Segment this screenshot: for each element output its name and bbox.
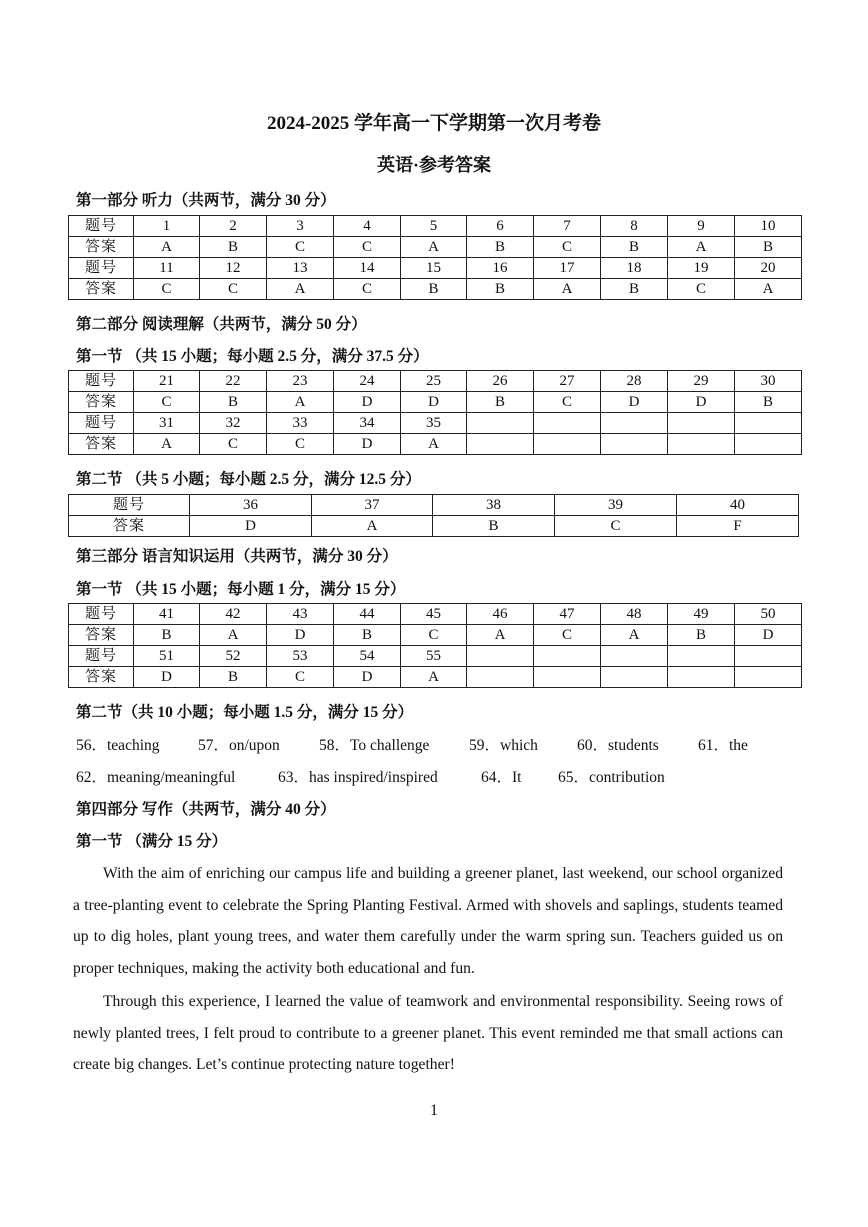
answer-row [69, 392, 802, 413]
answer-cell: B [668, 625, 735, 646]
answer-cell: 55 [401, 646, 467, 667]
answer-cell: B [433, 516, 555, 537]
answer-cell [467, 434, 534, 455]
answer-cell [668, 667, 735, 688]
answer-cell: A [401, 237, 467, 258]
answer-cell: 52 [200, 646, 267, 667]
reading-section1-table [68, 370, 802, 455]
answer-cell: 9 [668, 216, 735, 237]
listening-answer-table [68, 215, 802, 300]
answer-cell: 12 [200, 258, 267, 279]
answer-cell: C [134, 392, 200, 413]
answer-cell: B [334, 625, 401, 646]
answer-cell [534, 667, 601, 688]
answer-cell: 35 [401, 413, 467, 434]
answer-cell [668, 413, 735, 434]
answer-cell: 19 [668, 258, 735, 279]
answer-row [69, 667, 802, 688]
answer-cell: 6 [467, 216, 534, 237]
answer-cell: B [601, 237, 668, 258]
answer-cell: C [334, 237, 401, 258]
answer-row [69, 279, 802, 300]
answer-cell: D [334, 392, 401, 413]
answer-cell: D [134, 667, 200, 688]
answer-cell: 14 [334, 258, 401, 279]
answer-cell: F [677, 516, 799, 537]
part2-section2-heading: 第二节 （共 5 小题；每小题 2.5 分，满分 12.5 分） [76, 471, 421, 488]
answer-cell [735, 667, 802, 688]
answer-cell: B [200, 392, 267, 413]
answer-cell: 8 [601, 216, 668, 237]
answer-cell: 32 [200, 413, 267, 434]
answer-cell: 39 [555, 495, 677, 516]
answer-cell: C [200, 279, 267, 300]
answer-cell: 38 [433, 495, 555, 516]
answer-cell: 13 [267, 258, 334, 279]
answer-cell: 31 [134, 413, 200, 434]
essay-paragraph: Through this experience, I learned the value of teamwork and environmental responsibility. Seeing rows of newly planted trees, I felt proud to contribute to a greener planet. This event reminded me that small actions can create big changes. Let’s continue protecting nature together! [73, 993, 783, 1073]
answer-cell: C [668, 279, 735, 300]
answer-cell [601, 413, 668, 434]
page-subtitle: 英语·参考答案 [376, 155, 491, 175]
answer-cell: B [601, 279, 668, 300]
answer-cell [735, 434, 802, 455]
answer-cell: C [534, 392, 601, 413]
question-number-row [69, 371, 802, 392]
answer-cell: 33 [267, 413, 334, 434]
answer-cell: 17 [534, 258, 601, 279]
answer-cell: B [467, 279, 534, 300]
part3-section1-heading: 第一节 （共 15 小题；每小题 1 分，满分 15 分） [76, 581, 406, 598]
answer-cell: 34 [334, 413, 401, 434]
answer-cell: 7 [534, 216, 601, 237]
answer-cell: 48 [601, 604, 668, 625]
part3-heading: 第三部分 语言知识运用（共两节，满分 30 分） [76, 548, 398, 565]
part3-section2-heading: 第二节（共 10 小题；每小题 1.5 分，满分 15 分） [76, 704, 414, 721]
answer-cell: B [134, 625, 200, 646]
reading-section2-table [68, 494, 799, 537]
answer-cell: 43 [267, 604, 334, 625]
question-number-row [69, 258, 802, 279]
answer-cell: B [467, 392, 534, 413]
blank-answer: 58．To challenge [319, 737, 430, 754]
answer-cell: 10 [735, 216, 802, 237]
blank-answer: 60．students [577, 737, 659, 754]
row-label: 答案 [69, 434, 134, 455]
answer-cell: 40 [677, 495, 799, 516]
answer-cell: A [134, 434, 200, 455]
answer-cell [668, 646, 735, 667]
row-label: 答案 [69, 667, 134, 688]
answer-cell: C [267, 237, 334, 258]
page-title: 2024-2025 学年高一下学期第一次月考卷 [266, 113, 602, 134]
blank-answers-line1 [76, 733, 796, 755]
answer-cell: 50 [735, 604, 802, 625]
answer-cell: 30 [735, 371, 802, 392]
essay-paragraph: With the aim of enriching our campus life and building a greener planet, last weekend, our school organized a tree-planting event to celebrate the Spring Planting Festival. Armed with shovels and saplings, students teamed up to dig holes, plant young trees, and water them carefully under the warm spring sun. Teachers guided us on proper techniques, making the activity both educational and fun. [73, 865, 783, 977]
answer-cell: A [200, 625, 267, 646]
blank-answer: 57．on/upon [198, 737, 280, 754]
row-label: 题号 [69, 413, 134, 434]
answer-cell: 16 [467, 258, 534, 279]
answer-cell: 37 [312, 495, 433, 516]
answer-row [69, 516, 799, 537]
row-label: 题号 [69, 371, 134, 392]
answer-cell: B [401, 279, 467, 300]
answer-cell: 4 [334, 216, 401, 237]
answer-cell: A [267, 392, 334, 413]
row-label: 答案 [69, 516, 190, 537]
question-number-row [69, 216, 802, 237]
answer-cell: C [555, 516, 677, 537]
row-label: 答案 [69, 279, 134, 300]
blank-answer: 59．which [469, 737, 538, 754]
question-number-row [69, 495, 799, 516]
row-label: 题号 [69, 495, 190, 516]
blank-answer: 63．has inspired/inspired [278, 769, 438, 786]
row-label: 题号 [69, 258, 134, 279]
answer-cell [668, 434, 735, 455]
answer-cell: D [668, 392, 735, 413]
answer-cell: 20 [735, 258, 802, 279]
row-label: 题号 [69, 646, 134, 667]
answer-cell: C [200, 434, 267, 455]
answer-cell: 15 [401, 258, 467, 279]
row-label: 答案 [69, 237, 134, 258]
answer-cell: 11 [134, 258, 200, 279]
row-label: 题号 [69, 604, 134, 625]
blank-answer: 61．the [698, 737, 748, 754]
answer-cell: 44 [334, 604, 401, 625]
answer-cell [534, 413, 601, 434]
answer-cell: 36 [190, 495, 312, 516]
answer-cell: 24 [334, 371, 401, 392]
question-number-row [69, 604, 802, 625]
answer-cell: A [534, 279, 601, 300]
answer-cell: A [401, 667, 467, 688]
answer-cell: A [401, 434, 467, 455]
answer-cell [735, 413, 802, 434]
answer-cell: 22 [200, 371, 267, 392]
row-label: 答案 [69, 625, 134, 646]
answer-row [69, 434, 802, 455]
answer-cell: B [200, 237, 267, 258]
answer-cell: A [467, 625, 534, 646]
answer-cell [601, 434, 668, 455]
answer-cell: 29 [668, 371, 735, 392]
answer-cell: A [134, 237, 200, 258]
answer-cell: 46 [467, 604, 534, 625]
question-number-row [69, 646, 802, 667]
answer-cell: B [200, 667, 267, 688]
answer-cell: D [190, 516, 312, 537]
answer-cell: D [601, 392, 668, 413]
part2-heading: 第二部分 阅读理解（共两节，满分 50 分） [76, 316, 367, 333]
answer-cell: A [601, 625, 668, 646]
answer-cell: 51 [134, 646, 200, 667]
part4-section1-heading: 第一节 （满分 15 分） [76, 833, 228, 850]
blank-answer: 65．contribution [558, 769, 665, 786]
answer-cell: 21 [134, 371, 200, 392]
answer-cell: 1 [134, 216, 200, 237]
answer-cell: B [735, 392, 802, 413]
answer-cell: C [267, 434, 334, 455]
answer-cell: 2 [200, 216, 267, 237]
answer-cell: C [267, 667, 334, 688]
part4-heading: 第四部分 写作（共两节，满分 40 分） [76, 801, 336, 818]
answer-cell: 49 [668, 604, 735, 625]
answer-cell: C [534, 237, 601, 258]
answer-cell: A [735, 279, 802, 300]
answer-cell: B [467, 237, 534, 258]
answer-cell: 45 [401, 604, 467, 625]
answer-cell [467, 667, 534, 688]
answer-cell: C [534, 625, 601, 646]
answer-cell [467, 646, 534, 667]
answer-cell: 41 [134, 604, 200, 625]
answer-cell [467, 413, 534, 434]
answer-cell: 53 [267, 646, 334, 667]
answer-cell: A [267, 279, 334, 300]
answer-cell: 54 [334, 646, 401, 667]
answer-cell: 25 [401, 371, 467, 392]
answer-cell: 26 [467, 371, 534, 392]
answer-cell [601, 646, 668, 667]
blank-answer: 56．teaching [76, 737, 160, 754]
answer-cell: C [134, 279, 200, 300]
answer-cell: A [312, 516, 433, 537]
question-number-row [69, 413, 802, 434]
answer-cell: 3 [267, 216, 334, 237]
answer-cell: D [735, 625, 802, 646]
answer-cell [601, 667, 668, 688]
answer-cell: 47 [534, 604, 601, 625]
answer-row [69, 625, 802, 646]
cloze-answer-table [68, 603, 802, 688]
row-label: 题号 [69, 216, 134, 237]
answer-cell: 27 [534, 371, 601, 392]
row-label: 答案 [69, 392, 134, 413]
answer-cell: A [668, 237, 735, 258]
answer-row [69, 237, 802, 258]
answer-cell: 42 [200, 604, 267, 625]
answer-cell: 23 [267, 371, 334, 392]
answer-cell [534, 434, 601, 455]
page-number: 1 [430, 1102, 438, 1119]
answer-cell: C [401, 625, 467, 646]
answer-cell: D [267, 625, 334, 646]
part1-heading: 第一部分 听力（共两节，满分 30 分） [76, 192, 336, 209]
blank-answer: 62．meaning/meaningful [76, 769, 236, 786]
part2-section1-heading: 第一节 （共 15 小题；每小题 2.5 分，满分 37.5 分） [76, 348, 429, 365]
answer-cell: 28 [601, 371, 668, 392]
blank-answers-line2 [76, 765, 796, 787]
answer-cell: 5 [401, 216, 467, 237]
answer-cell: D [334, 667, 401, 688]
answer-cell: B [735, 237, 802, 258]
answer-cell [735, 646, 802, 667]
answer-cell: C [334, 279, 401, 300]
answer-cell: 18 [601, 258, 668, 279]
answer-cell [534, 646, 601, 667]
answer-cell: D [401, 392, 467, 413]
answer-cell: D [334, 434, 401, 455]
blank-answer: 64．It [481, 769, 522, 786]
